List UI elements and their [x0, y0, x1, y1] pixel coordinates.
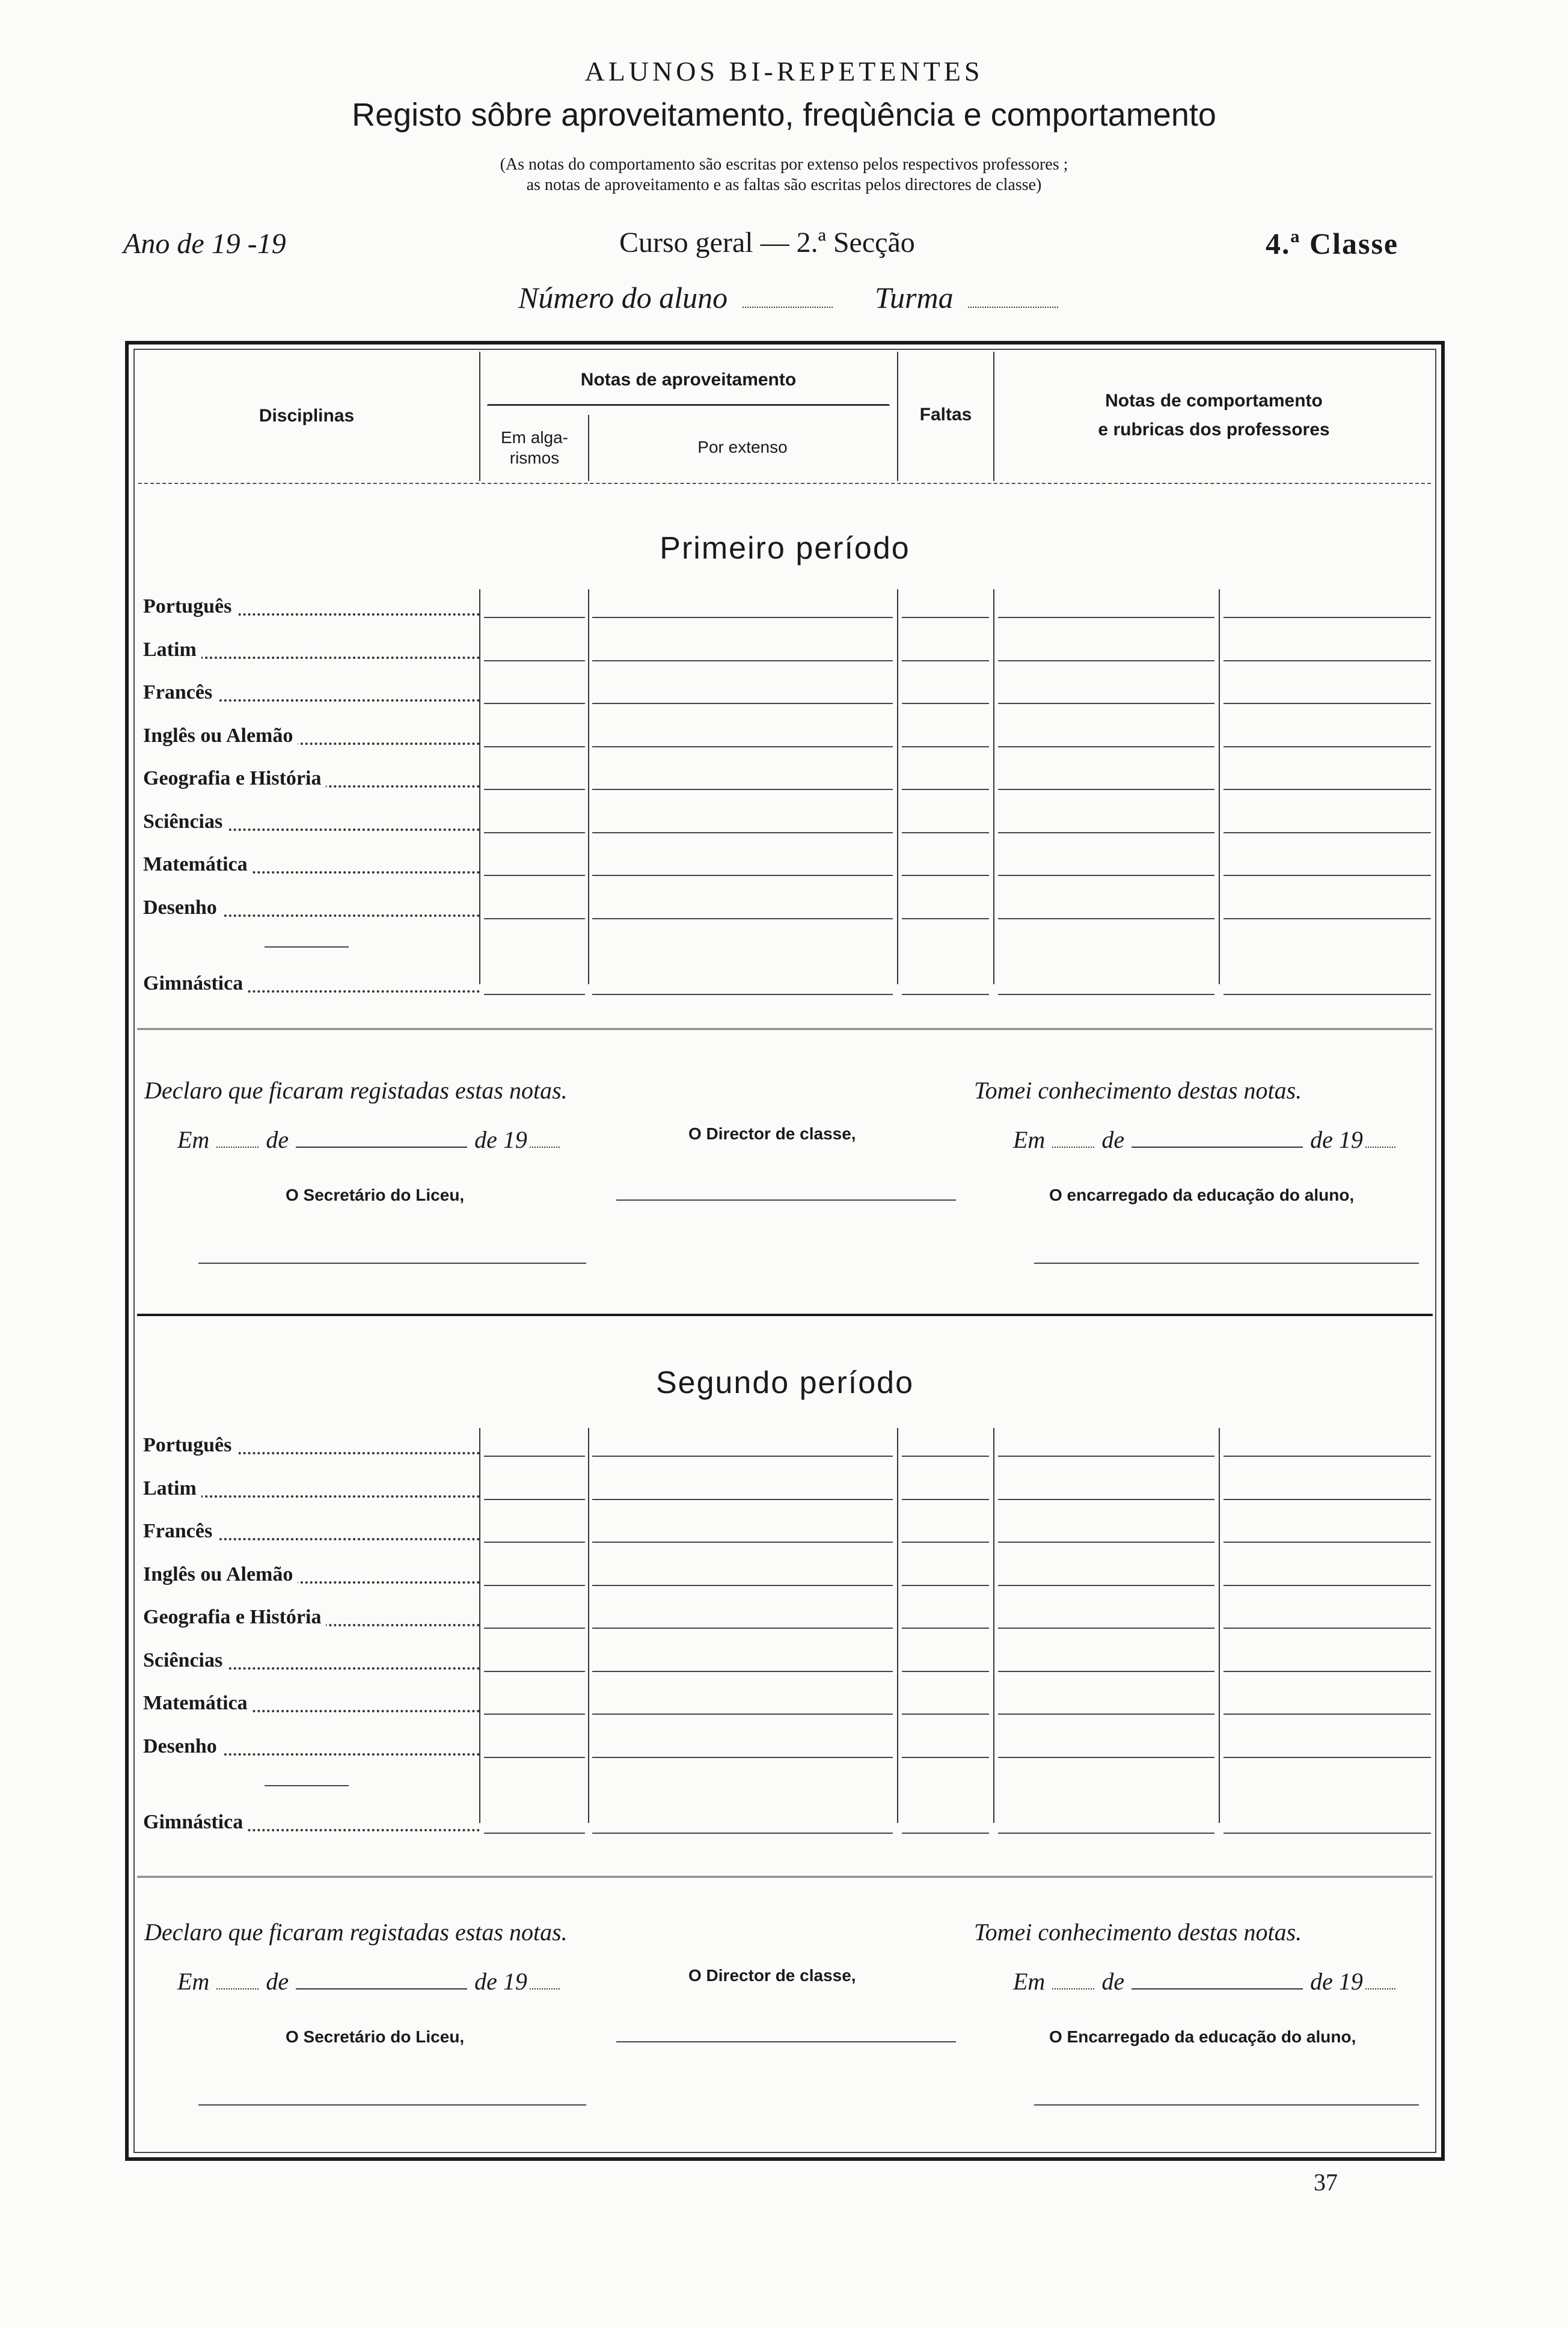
secretary-date-field[interactable] — [177, 1967, 560, 1996]
entry-line[interactable] — [484, 1536, 585, 1543]
secretary-signature-line[interactable] — [198, 2104, 586, 2106]
subject-label — [143, 1520, 480, 1546]
subject-name: Francês — [143, 1520, 217, 1542]
header-notas-aproveitamento: Notas de aproveitamento — [580, 370, 797, 390]
entry-line[interactable] — [592, 1751, 893, 1758]
section-divider — [137, 1028, 1433, 1034]
month-blank[interactable] — [296, 1141, 467, 1148]
period-separator — [137, 1314, 1433, 1316]
entry-line[interactable] — [592, 1622, 893, 1629]
subject-name: Geografia e História — [143, 1606, 326, 1628]
subject-label — [143, 767, 480, 794]
month-blank[interactable] — [1132, 1982, 1303, 1990]
secretary-date-field[interactable] — [177, 1126, 560, 1154]
entry-line[interactable] — [484, 1622, 585, 1629]
guardian-signature-line[interactable] — [1034, 2104, 1419, 2106]
entry-line[interactable] — [592, 912, 893, 919]
entry-line[interactable] — [592, 1665, 893, 1672]
day-blank[interactable] — [1052, 1141, 1094, 1148]
header-divider — [479, 352, 480, 481]
entry-line[interactable] — [484, 912, 585, 919]
subject-name: Português — [143, 595, 236, 617]
instructions-line-1: (As notas do comportamento são escritas por extenso pelos respectivos professores ; — [500, 155, 1068, 174]
student-number-field[interactable] — [518, 280, 833, 315]
extra-subject-line[interactable] — [265, 946, 349, 948]
subject-name: Inglês ou Alemão — [143, 1563, 298, 1585]
subject-label — [143, 1735, 480, 1762]
date-label-de: de — [266, 1126, 289, 1153]
header-divider — [993, 352, 994, 481]
director-label: O Director de classe, — [688, 1124, 856, 1143]
column-divider — [1219, 1428, 1220, 1823]
header-em-algarismos-1: Em alga- — [500, 428, 569, 447]
date-label-de: de — [1101, 1126, 1125, 1153]
subject-label — [143, 1606, 480, 1632]
year-blank[interactable] — [1365, 1982, 1395, 1990]
secretary-signature-line[interactable] — [198, 1263, 586, 1264]
entry-line[interactable] — [1223, 654, 1431, 661]
day-blank[interactable] — [216, 1982, 259, 1990]
date-label-em: Em — [177, 1126, 210, 1153]
entry-line[interactable] — [592, 740, 893, 747]
header-brace — [487, 404, 890, 406]
month-blank[interactable] — [1132, 1141, 1303, 1148]
entry-line[interactable] — [902, 1751, 989, 1758]
entry-line[interactable] — [592, 1536, 893, 1543]
year-blank[interactable] — [530, 1141, 560, 1148]
entry-line[interactable] — [592, 1450, 893, 1457]
year-blank[interactable] — [1365, 1141, 1395, 1148]
entry-line[interactable] — [902, 912, 989, 919]
subject-name: Desenho — [143, 1735, 222, 1757]
entry-line[interactable] — [998, 1665, 1214, 1672]
header-por-extenso: Por extenso — [697, 438, 788, 456]
guardian-date-field[interactable] — [1013, 1967, 1395, 1996]
day-blank[interactable] — [1052, 1982, 1094, 1990]
day-blank[interactable] — [216, 1141, 259, 1148]
section-divider — [137, 1876, 1433, 1881]
entry-line[interactable] — [484, 1579, 585, 1586]
entry-line[interactable] — [1223, 1450, 1431, 1457]
entry-line[interactable] — [998, 783, 1214, 790]
header-comportamento-2: e rubricas dos professores — [1098, 420, 1330, 440]
entry-line[interactable] — [484, 1450, 585, 1457]
entry-line[interactable] — [998, 1622, 1214, 1629]
entry-line[interactable] — [484, 1751, 585, 1758]
form-subtitle: Registo sôbre aproveitamento, freqùência e comportamento — [352, 97, 1216, 133]
school-year-field[interactable]: Ano de 19 -19 — [123, 228, 286, 260]
date-label-de: de — [1101, 1968, 1125, 1995]
entry-line[interactable] — [1223, 912, 1431, 919]
page-number: 37 — [1314, 2169, 1338, 2196]
entry-line[interactable] — [902, 1536, 989, 1543]
entry-line[interactable] — [1223, 1708, 1431, 1715]
date-label-em: Em — [177, 1968, 210, 1995]
declaration-text: Declaro que ficaram registadas estas notas. — [144, 1077, 568, 1104]
class-group-field[interactable] — [875, 280, 1058, 315]
subject-label — [143, 639, 480, 665]
entry-line[interactable] — [1223, 1622, 1431, 1629]
entry-line[interactable] — [1223, 1665, 1431, 1672]
date-label-de19: de 19 — [1310, 1126, 1363, 1153]
period-title: Segundo período — [655, 1365, 914, 1400]
header-comportamento-1: Notas de comportamento — [1105, 391, 1323, 411]
header-disciplinas: Disciplinas — [259, 406, 355, 426]
entry-line[interactable] — [1223, 611, 1431, 618]
form-title: ALUNOS BI-REPETENTES — [584, 56, 984, 87]
guardian-date-field[interactable] — [1013, 1126, 1395, 1154]
subject-name: Francês — [143, 681, 217, 703]
entry-line[interactable] — [592, 1827, 893, 1834]
extra-subject-line[interactable] — [265, 1785, 349, 1786]
course-label: Curso geral — 2.ª Secção — [619, 227, 915, 259]
entry-line[interactable] — [484, 783, 585, 790]
entry-line[interactable] — [1223, 1827, 1431, 1834]
director-signature-line[interactable] — [616, 2041, 956, 2042]
declaration-text: Declaro que ficaram registadas estas notas. — [144, 1919, 568, 1946]
subject-label — [143, 681, 480, 708]
entry-line[interactable] — [484, 1493, 585, 1500]
column-divider — [993, 589, 994, 984]
subject-name: Sciências — [143, 810, 227, 833]
entry-line[interactable] — [592, 783, 893, 790]
entry-line[interactable] — [998, 1536, 1214, 1543]
secretary-label: O Secretário do Liceu, — [286, 1186, 465, 1204]
date-label-em: Em — [1013, 1968, 1046, 1995]
entry-line[interactable] — [998, 912, 1214, 919]
entry-line[interactable] — [998, 1827, 1214, 1834]
entry-line[interactable] — [902, 1622, 989, 1629]
subject-label — [143, 972, 480, 999]
entry-line[interactable] — [484, 1708, 585, 1715]
column-divider — [588, 589, 589, 984]
subject-name: Geografia e História — [143, 767, 326, 789]
column-divider — [897, 589, 898, 984]
entry-line[interactable] — [902, 740, 989, 747]
director-label: O Director de classe, — [688, 1966, 856, 1985]
entry-line[interactable] — [484, 826, 585, 833]
entry-line[interactable] — [484, 869, 585, 876]
entry-line[interactable] — [902, 611, 989, 618]
date-label-em: Em — [1013, 1126, 1046, 1153]
date-label-de19: de 19 — [474, 1968, 527, 1995]
subject-label — [143, 1811, 480, 1837]
entry-line[interactable] — [902, 869, 989, 876]
year-blank[interactable] — [530, 1982, 560, 1990]
subject-label — [143, 1434, 480, 1460]
entry-line[interactable] — [998, 697, 1214, 704]
column-divider — [588, 1428, 589, 1823]
entry-line[interactable] — [902, 1579, 989, 1586]
subject-label — [143, 810, 480, 837]
entry-line[interactable] — [484, 1827, 585, 1834]
entry-line[interactable] — [1223, 1536, 1431, 1543]
guardian-label: O encarregado da educação do aluno, — [1049, 1186, 1355, 1204]
subject-name: Português — [143, 1434, 236, 1456]
subject-name: Latim — [143, 639, 201, 661]
entry-line[interactable] — [902, 1493, 989, 1500]
entry-line[interactable] — [484, 697, 585, 704]
entry-line[interactable] — [592, 654, 893, 661]
entry-line[interactable] — [902, 1450, 989, 1457]
class-group-label: Turma — [875, 281, 954, 314]
entry-line[interactable] — [902, 654, 989, 661]
month-blank[interactable] — [296, 1982, 467, 1990]
entry-line[interactable] — [484, 1665, 585, 1672]
entry-line[interactable] — [1223, 869, 1431, 876]
column-divider — [993, 1428, 994, 1823]
subject-name: Latim — [143, 1477, 201, 1499]
entry-line[interactable] — [1223, 697, 1431, 704]
subject-label — [143, 1477, 480, 1504]
entry-line[interactable] — [1223, 988, 1431, 995]
entry-line[interactable] — [902, 1665, 989, 1672]
entry-line[interactable] — [1223, 1579, 1431, 1586]
entry-line[interactable] — [592, 1579, 893, 1586]
entry-line[interactable] — [592, 988, 893, 995]
header-em-algarismos-2: rismos — [509, 449, 560, 467]
subject-label — [143, 1692, 480, 1718]
entry-line[interactable] — [998, 1579, 1214, 1586]
instructions-line-2: as notas de aproveitamento e as faltas são escritas pelos directores de classe) — [526, 176, 1042, 194]
subject-label — [143, 595, 480, 622]
entry-line[interactable] — [592, 1708, 893, 1715]
guardian-signature-line[interactable] — [1034, 1263, 1419, 1264]
entry-line[interactable] — [1223, 740, 1431, 747]
entry-line[interactable] — [1223, 826, 1431, 833]
entry-line[interactable] — [998, 1708, 1214, 1715]
entry-line[interactable] — [1223, 1493, 1431, 1500]
class-label: 4.ª Classe — [1266, 227, 1399, 260]
entry-line[interactable] — [902, 697, 989, 704]
entry-line[interactable] — [484, 654, 585, 661]
header-faltas: Faltas — [919, 405, 972, 424]
entry-line[interactable] — [998, 611, 1214, 618]
subject-label — [143, 853, 480, 880]
subject-label — [143, 1649, 480, 1676]
entry-line[interactable] — [902, 1827, 989, 1834]
subject-name: Matemática — [143, 1692, 253, 1714]
entry-line[interactable] — [998, 740, 1214, 747]
header-bottom-rule — [138, 483, 1431, 484]
entry-line[interactable] — [998, 1751, 1214, 1758]
acknowledgement-text: Tomei conhecimento destas notas. — [974, 1919, 1302, 1946]
entry-line[interactable] — [484, 988, 585, 995]
entry-line[interactable] — [902, 783, 989, 790]
director-signature-line[interactable] — [616, 1199, 956, 1201]
entry-line[interactable] — [902, 1708, 989, 1715]
entry-line[interactable] — [998, 1493, 1214, 1500]
entry-line[interactable] — [592, 697, 893, 704]
entry-line[interactable] — [592, 1493, 893, 1500]
date-label-de19: de 19 — [474, 1126, 527, 1153]
column-divider — [1219, 589, 1220, 984]
entry-line[interactable] — [1223, 783, 1431, 790]
subject-name: Desenho — [143, 896, 222, 919]
subject-name: Inglês ou Alemão — [143, 724, 298, 747]
secretary-label: O Secretário do Liceu, — [286, 2027, 465, 2046]
entry-line[interactable] — [592, 826, 893, 833]
entry-line[interactable] — [484, 611, 585, 618]
acknowledgement-text: Tomei conhecimento destas notas. — [974, 1077, 1302, 1104]
subject-name: Matemática — [143, 853, 253, 875]
entry-line[interactable] — [1223, 1751, 1431, 1758]
date-label-de19: de 19 — [1310, 1968, 1363, 1995]
entry-line[interactable] — [998, 988, 1214, 995]
subject-name: Gimnástica — [143, 1811, 248, 1833]
entry-line[interactable] — [998, 654, 1214, 661]
entry-line[interactable] — [998, 1450, 1214, 1457]
entry-line[interactable] — [592, 611, 893, 618]
subject-name: Gimnástica — [143, 972, 248, 994]
entry-line[interactable] — [484, 740, 585, 747]
student-number-label: Número do aluno — [518, 281, 728, 314]
entry-line[interactable] — [902, 988, 989, 995]
entry-line[interactable] — [998, 826, 1214, 833]
period-title: Primeiro período — [660, 531, 910, 566]
subject-name: Sciências — [143, 1649, 227, 1671]
entry-line[interactable] — [902, 826, 989, 833]
subject-label — [143, 724, 480, 751]
subject-label — [143, 1563, 480, 1590]
subject-label — [143, 896, 480, 923]
entry-line[interactable] — [592, 869, 893, 876]
column-divider — [897, 1428, 898, 1823]
guardian-label: O Encarregado da educação do aluno, — [1049, 2027, 1356, 2046]
entry-line[interactable] — [998, 869, 1214, 876]
date-label-de: de — [266, 1968, 289, 1995]
